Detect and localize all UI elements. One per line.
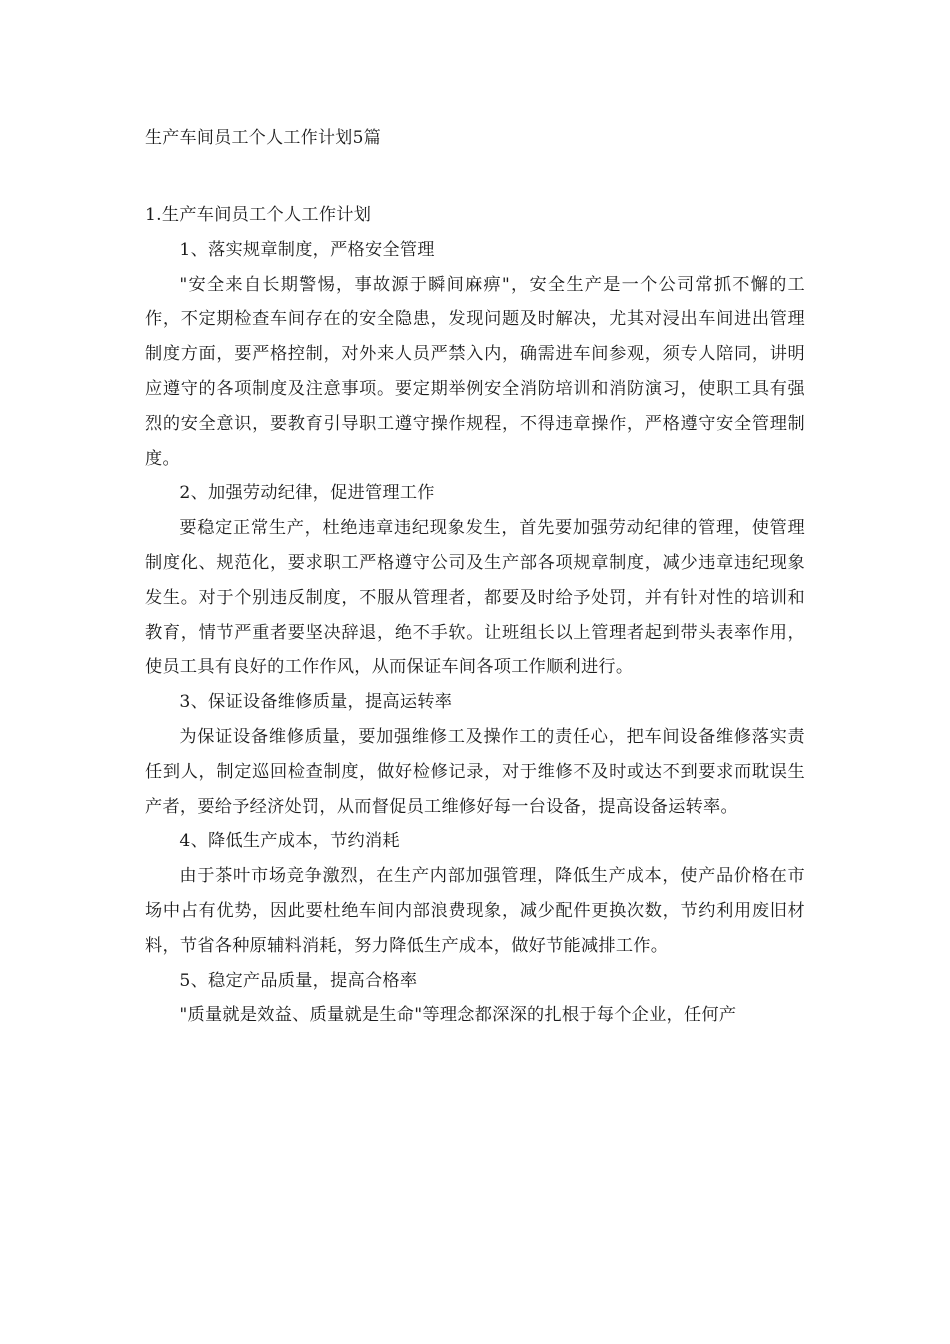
item-paragraph: "质量就是效益、质量就是生命"等理念都深深的扎根于每个企业，任何产: [179, 1005, 737, 1026]
item-heading: 1、落实规章制度，严格安全管理: [179, 239, 435, 260]
item-heading: 3、保证设备维修质量，提高运转率: [179, 692, 453, 713]
section-heading: 1.生产车间员工个人工作计划: [145, 205, 372, 225]
item-paragraph: "安全来自长期警惕，事故源于瞬间麻痹"，安全生产是一个公司常抓不懈的工作，不定期检查车间存在的安全隐患，发现问题及时解决，尤其对浸出车间进出管理制度方面，要严格控制，对外来人员严禁入内，确需进车间参观，须专人陪同，讲明应遵守的各项制度及注意事项。要定期举例安全消防培训和消防演习，使职工具有强烈的安全意识，要教育引导职工遵守操作规程，不得违章操作，严格遵守安全管理制度。: [145, 274, 805, 469]
document-title: 生产车间员工个人工作计划5篇: [145, 128, 382, 148]
item-heading: 5、稳定产品质量，提高合格率: [179, 970, 418, 991]
item-heading: 2、加强劳动纪律，促进管理工作: [179, 483, 435, 504]
item-paragraph: 由于茶叶市场竞争激烈，在生产内部加强管理，降低生产成本，使产品价格在市场中占有优势，因此要杜绝车间内部浪费现象，减少配件更换次数，节约利用废旧材料，节省各种原辅料消耗，努力降低生产成本，做好节能减排工作。: [145, 866, 805, 956]
document-body: [145, 198, 805, 1033]
item-heading: 4、降低生产成本，节约消耗: [179, 831, 400, 852]
item-paragraph: 要稳定正常生产，杜绝违章违纪现象发生，首先要加强劳动纪律的管理，使管理制度化、规范化，要求职工严格遵守公司及生产部各项规章制度，减少违章违纪现象发生。对于个别违反制度，不服从管理者，都要及时给予处罚，并有针对性的培训和教育，情节严重者要坚决辞退，绝不手软。让班组长以上管理者起到带头表率作用，使员工具有良好的工作作风，从而保证车间各项工作顺利进行。: [145, 518, 805, 678]
item-paragraph: 为保证设备维修质量，要加强维修工及操作工的责任心，把车间设备维修落实责任到人，制定巡回检查制度，做好检修记录，对于维修不及时或达不到要求而耽误生产者，要给予经济处罚，从而督促员工维修好每一台设备，提高设备运转率。: [145, 726, 805, 817]
